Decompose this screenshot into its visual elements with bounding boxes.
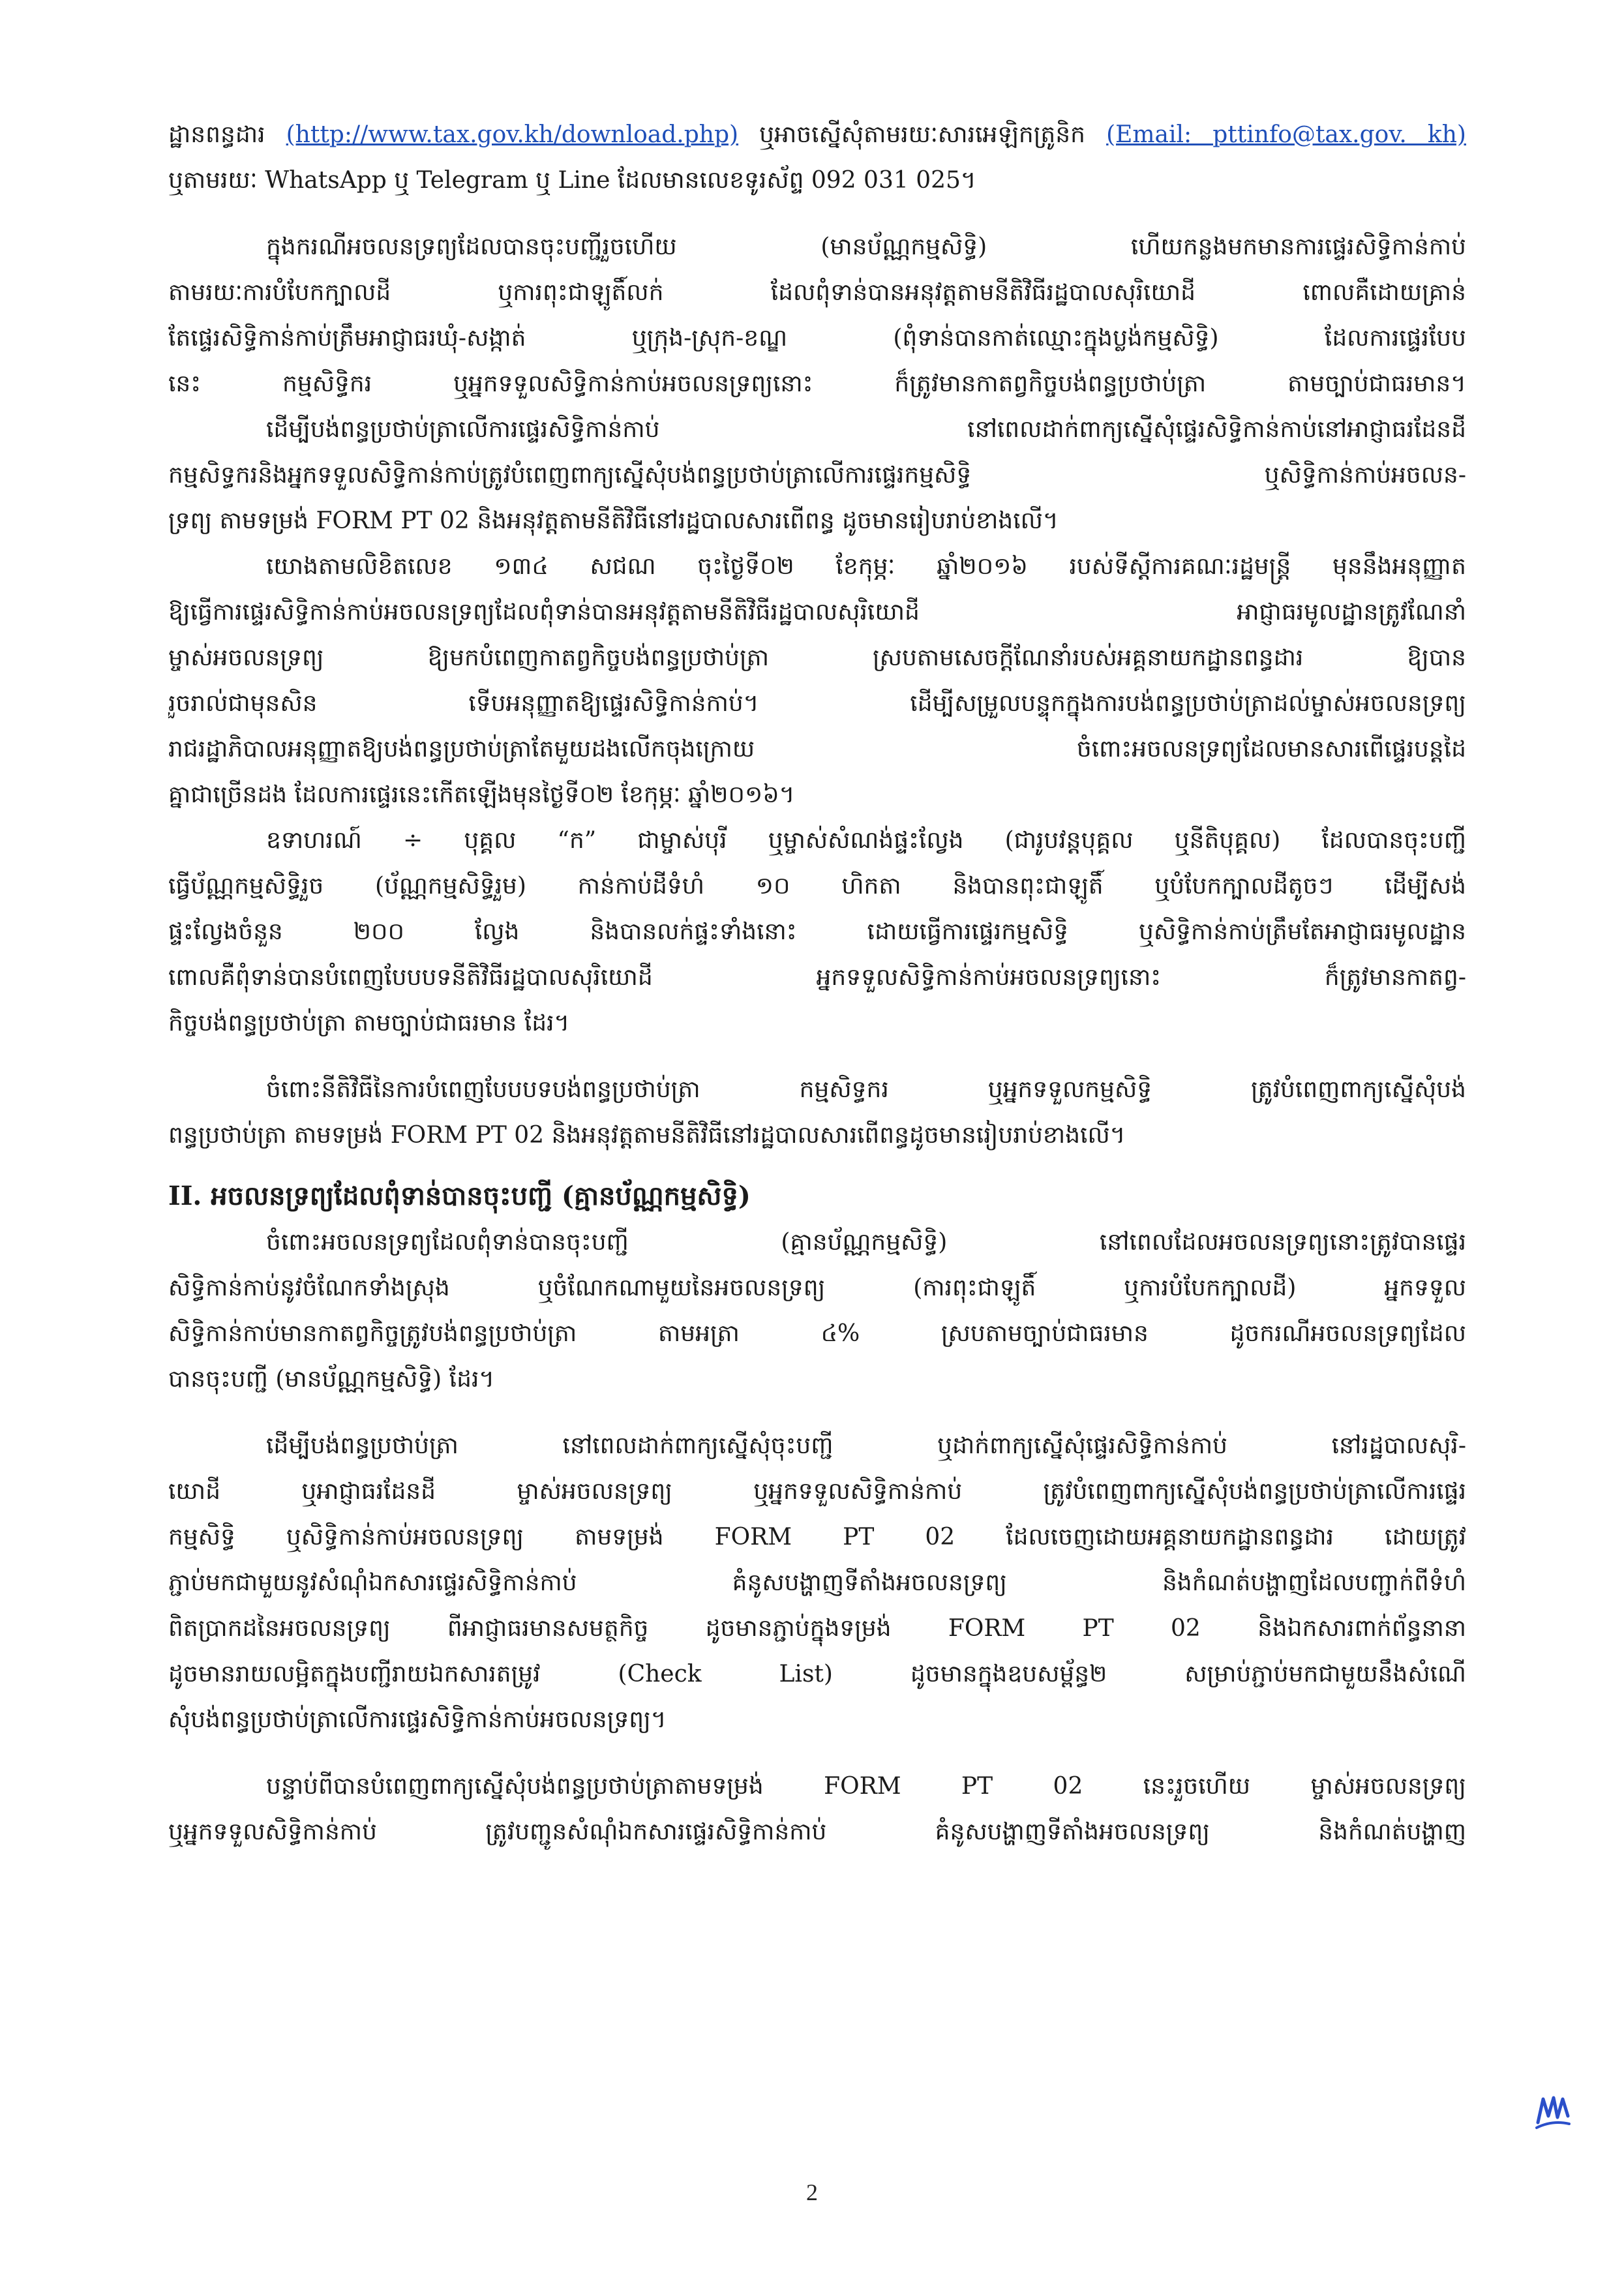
paragraph-7 [168, 1423, 1466, 1743]
paragraph-8 [168, 1764, 1466, 1855]
paragraph-line: ដើម្បីបង់ពន្ធប្រថាប់ត្រាលើការផ្ទេរសិទ្ធិកាន់កាប់ នៅពេលដាក់ពាក្យស្នើសុំផ្ទេរសិទ្ធិកាន់កាប់នៅអាជ្ញាធរដែនដី [266, 416, 1466, 443]
paragraph-line: ឬអ្នកទទួលសិទ្ធិកាន់កាប់ ត្រូវបញ្ជូនសំណុំឯកសារផ្ទេរសិទ្ធិកាន់កាប់ គំនូសបង្ហាញទីតាំងអចលនទ្រព្យ និងកំណត់បង្ហាញ [168, 1819, 1466, 1845]
paragraph-line: ចំពោះអចលនទ្រព្យដែលពុំទាន់បានចុះបញ្ជី (គ្មានប័ណ្ណកម្មសិទ្ធិ) នៅពេលដែលអចលនទ្រព្យនោះត្រូវបានផ្ទេរ [266, 1229, 1466, 1256]
paragraph-line: សិទ្ធិកាន់កាប់មានកាតព្វកិច្ចត្រូវបង់ពន្ធប្រថាប់ត្រា តាមអត្រា ៤% ស្របតាមច្បាប់ជាធរមាន ដូចករណីអចលនទ្រព្យដែល [168, 1320, 1466, 1347]
intro-prefix: ដ្ឋានពន្ធដារ [168, 121, 265, 148]
paragraph-line: ពោលគឺពុំទាន់បានបំពេញបែបបទនីតិវិធីរដ្ឋបាលសុរិយោដី អ្នកទទួលសិទ្ធិកាន់កាប់អចលនទ្រព្យនោះ ក៏ត្រូវមានកាតព្វ- [168, 964, 1466, 991]
paragraph-line: ទ្រព្យ តាមទម្រង់ FORM PT 02 និងអនុវត្តតាមនីតិវិធីនៅរដ្ឋបាលសារពើពន្ធ ដូចមានរៀបរាប់ខាងលើ។ [168, 507, 1059, 534]
paragraph-6 [168, 1220, 1466, 1402]
paragraph-3 [168, 544, 1466, 818]
paragraph-line: ភ្ជាប់មកជាមួយនូវសំណុំឯកសារផ្ទេរសិទ្ធិកាន់កាប់ គំនូសបង្ហាញទីតាំងអចលនទ្រព្យ និងកំណត់បង្ហាញដែលបញ្ជាក់ពីទំហំ [168, 1569, 1466, 1596]
paragraph-line: ឧទាហរណ៍ ÷ បុគ្គល “ក” ជាម្ចាស់បុរី ឬម្ចាស់សំណង់ផ្ទះល្វែង (ជារូបវន្តបុគ្គល ឬនីតិបុគ្គល) ដែលបានចុះបញ្ជី [266, 827, 1466, 854]
paragraph-line: តែផ្ទេរសិទ្ធិកាន់កាប់ត្រឹមអាជ្ញាធរឃុំ-សង្កាត់ ឬក្រុង-ស្រុក-ខណ្ឌ (ពុំទាន់បានកាត់ឈ្មោះក្នុងប្លង់កម្មសិទ្ធិ) ដែលការផ្ទេរបែប [168, 325, 1466, 352]
page-number: 2 [806, 2179, 818, 2205]
paragraph-line: ពន្ធប្រថាប់ត្រា តាមទម្រង់ FORM PT 02 និងអនុវត្តតាមនីតិវិធីនៅរដ្ឋបាលសារពើពន្ធដូចមានរៀបរាប់ខាងលើ។ [168, 1122, 1126, 1149]
paragraph-line: យោងតាមលិខិតលេខ ១៣៤ សជណ ចុះថ្ងៃទី០២ ខែកុម្ភៈ ឆ្នាំ២០១៦ របស់ទីស្តីការគណៈរដ្ឋមន្ត្រី មុននឹងអនុញ្ញាត [266, 553, 1466, 580]
paragraph-line: រួចរាល់ជាមុនសិន ទើបអនុញ្ញាតឱ្យផ្ទេរសិទ្ធិកាន់កាប់។ ដើម្បីសម្រួលបន្ទុកក្នុងការបង់ពន្ធប្រថាប់ត្រាដល់ម្ចាស់អចលនទ្រព្យ [168, 690, 1466, 717]
paragraph-line: បន្ទាប់ពីបានបំពេញពាក្យស្នើសុំបង់ពន្ធប្រថាប់ត្រាតាមទម្រង់ FORM PT 02 នេះរួចហើយ ម្ចាស់អចលនទ្រព្យ [266, 1773, 1466, 1800]
intro-line-2: ឬតាមរយៈ WhatsApp ឬ Telegram ឬ Line ដែលមានលេខទូរស័ព្ទ 092 031 025។ [168, 167, 976, 194]
paragraph-line: តាមរយៈការបំបែកក្បាលដី ឬការពុះជាឡូតិ៍លក់ ដែលពុំទាន់បានអនុវត្តតាមនីតិវិធីរដ្ឋបាលសុរិយោដី ពោលគឺដោយគ្រាន់ [168, 279, 1466, 306]
paragraph-line: នេះ កម្មសិទ្ធិករ ឬអ្នកទទួលសិទ្ធិកាន់កាប់អចលនទ្រព្យនោះ ក៏ត្រូវមានកាតព្វកិច្ចបង់ពន្ធប្រថាប់ត្រា តាមច្បាប់ជាធរមាន។ [168, 370, 1466, 397]
paragraph-line: កិច្ចបង់ពន្ធប្រថាប់ត្រា តាមច្បាប់ជាធរមាន ដែរ។ [168, 1010, 570, 1036]
email-link[interactable]: (Email: pttinfo@tax.gov. kh) [1106, 121, 1466, 148]
paragraph-5 [168, 1067, 1466, 1158]
page-body [168, 112, 1466, 1855]
paragraph-line: យោដី ឬអាជ្ញាធរដែនដី ម្ចាស់អចលនទ្រព្យ ឬអ្នកទទួលសិទ្ធិកាន់កាប់ ត្រូវបំពេញពាក្យស្នើសុំបង់ពន្ធប្រថាប់ត្រាលើការផ្ទេរ [168, 1478, 1466, 1505]
paragraph-line: ធ្វើប័ណ្ណកម្មសិទ្ធិរួច (ប័ណ្ណកម្មសិទ្ធិរួម) កាន់កាប់ដីទំហំ ១០ ហិកតា និងបានពុះជាឡូតិ៍ ឬបំបែកក្បាលដីតូចៗ ដើម្បីសង់ [168, 873, 1466, 900]
paragraph-line: កម្មសិទ្ធិ ឬសិទ្ធិកាន់កាប់អចលនទ្រព្យ តាមទម្រង់ FORM PT 02 ដែលចេញដោយអគ្គនាយកដ្ឋានពន្ធដារ ដោយត្រូវ [168, 1524, 1466, 1550]
paragraph-line: ផ្ទះល្វែងចំនួន ២០០ ល្វែង និងបានលក់ផ្ទះទាំងនោះ ដោយធ្វើការផ្ទេរកម្មសិទ្ធិ ឬសិទ្ធិកាន់កាប់ត្រឹមតែអាជ្ញាធរមូលដ្ឋាន [168, 918, 1466, 945]
paragraph-line: ក្នុងករណីអចលនទ្រព្យដែលបានចុះបញ្ជីរួចហើយ (មានប័ណ្ណកម្មសិទ្ធិ) ហើយកន្លងមកមានការផ្ទេរសិទ្ធិកាន់កាប់ [266, 234, 1466, 260]
paragraph-line: ចំពោះនីតិវិធីនៃការបំពេញបែបបទបង់ពន្ធប្រថាប់ត្រា កម្មសិទ្ធករ ឬអ្នកទទួលកម្មសិទ្ធិ ត្រូវបំពេញពាក្យស្នើសុំបង់ [266, 1076, 1466, 1103]
handwritten-initials-icon [1534, 2090, 1572, 2132]
paragraph-line: ឱ្យធ្វើការផ្ទេរសិទ្ធិកាន់កាប់អចលនទ្រព្យដែលពុំទាន់បានអនុវត្តតាមនីតិវិធីរដ្ឋបាលសុរិយោដី អាជ្ញាធរមូលដ្ឋានត្រូវណែនាំ [168, 599, 1466, 626]
paragraph-line: រាជរដ្ឋាភិបាលអនុញ្ញាតឱ្យបង់ពន្ធប្រថាប់ត្រាតែមួយដងលើកចុងក្រោយ ចំពោះអចលនទ្រព្យដែលមានសារពើផ្ទេរបន្តដៃ [168, 736, 1466, 763]
paragraph-line: បានចុះបញ្ជី (មានប័ណ្ណកម្មសិទ្ធិ) ដែរ។ [168, 1366, 495, 1393]
paragraph-line: សិទ្ធិកាន់កាប់នូវចំណែកទាំងស្រុង ឬចំណែកណាមួយនៃអចលនទ្រព្យ (ការពុះជាឡូតិ៍ ឬការបំបែកក្បាលដី) អ្នកទទួល [168, 1275, 1466, 1301]
intro-middle: ឬអាចស្នើសុំតាមរយៈសារអេឡិកត្រូនិក [759, 121, 1085, 148]
paragraph-line: គ្នាជាច្រើនដង ដែលការផ្ទេរនេះកើតឡើងមុនថ្ងៃទី០២ ខែកុម្ភៈ ឆ្នាំ២០១៦។ [168, 781, 795, 808]
paragraph-4 [168, 818, 1466, 1046]
paragraph-1 [168, 224, 1466, 407]
paragraph-line: ម្ចាស់អចលនទ្រព្យ ឱ្យមកបំពេញកាតព្វកិច្ចបង់ពន្ធប្រថាប់ត្រា ស្របតាមសេចក្តីណែនាំរបស់អគ្គនាយកដ្ឋានពន្ធដារ ឱ្យបាន [168, 644, 1466, 671]
download-link[interactable]: (http://www.tax.gov.kh/download.php) [286, 121, 739, 148]
paragraph-line: កម្មសិទ្ធករនិងអ្នកទទួលសិទ្ធិកាន់កាប់ត្រូវបំពេញពាក្យស្នើសុំបង់ពន្ធប្រថាប់ត្រាលើការផ្ទេរកម្មសិទ្ធិ ឬសិទ្ធិកាន់កាប់អចលន- [168, 462, 1466, 489]
paragraph-line: សុំបង់ពន្ធប្រថាប់ត្រាលើការផ្ទេរសិទ្ធិកាន់កាប់អចលនទ្រព្យ។ [168, 1706, 667, 1733]
section-heading: II. អចលនទ្រព្យដែលពុំទាន់បានចុះបញ្ជី (គ្មានប័ណ្ណកម្មសិទ្ធិ) [168, 1181, 751, 1211]
paragraph-2 [168, 407, 1466, 544]
intro-line-1 [168, 112, 1466, 158]
paragraph-line: ដូចមានរាយលម្អិតក្នុងបញ្ជីរាយឯកសារតម្រូវ (Check List) ដូចមានក្នុងឧបសម្ព័ន្ធ២ សម្រាប់ភ្ជាប់មកជាមួយនឹងសំណើ [168, 1661, 1466, 1687]
paragraph-line: ដើម្បីបង់ពន្ធប្រថាប់ត្រា នៅពេលដាក់ពាក្យស្នើសុំចុះបញ្ជី ឬដាក់ពាក្យស្នើសុំផ្ទេរសិទ្ធិកាន់កាប់ នៅរដ្ឋបាលសុរិ- [266, 1432, 1466, 1459]
paragraph-line: ពិតប្រាកដនៃអចលនទ្រព្យ ពីអាជ្ញាធរមានសមត្ថកិច្ច ដូចមានភ្ជាប់ក្នុងទម្រង់ FORM PT 02 និងឯកសារពាក់ព័ន្ធនានា [168, 1615, 1466, 1642]
